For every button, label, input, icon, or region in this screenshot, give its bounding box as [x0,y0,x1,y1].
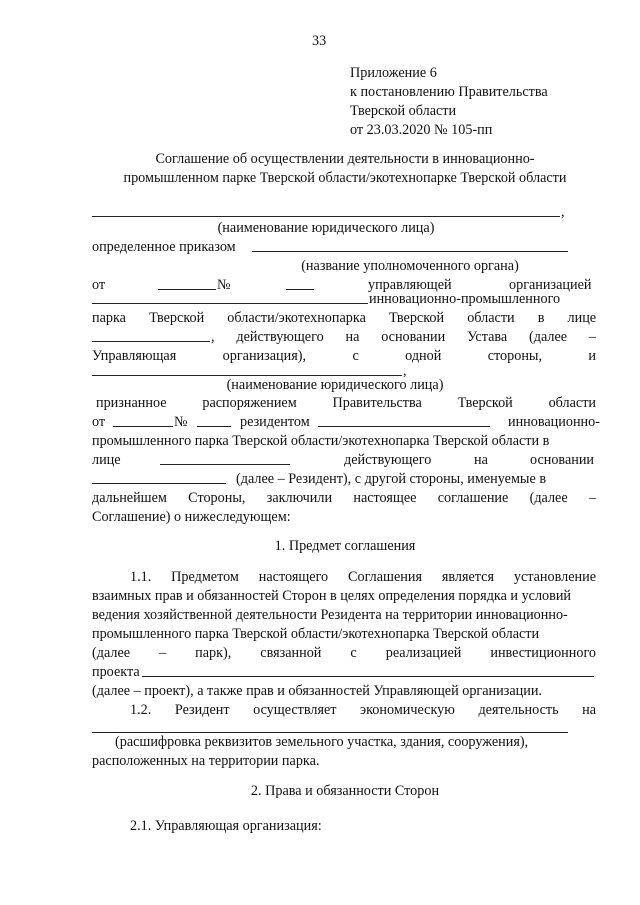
legal-entity-blank-1 [92,216,560,217]
p1-w4: Соглашения [348,569,422,585]
resident-from-label: от [92,414,106,430]
rec-w1: признанное [96,395,167,411]
item-2-1: 2.1. Управляющая организация: [130,818,322,834]
rec-w2: распоряжением [202,395,297,411]
p1-w1: 1.1. [130,569,152,585]
park-w4: Тверской [388,310,445,326]
park-w1: парка [92,310,126,326]
further-w7: – [588,490,597,506]
mgmt-w2: организация), [222,348,307,364]
project-blank [142,676,594,677]
p1-5-w4: связанной [260,645,322,661]
management-line [92,347,596,366]
rec-w5: области [548,395,597,411]
innovation-word: инновационно- [508,414,600,430]
organization-word: организацией [509,277,592,293]
p1-w6: установление [513,569,596,585]
p1-5-w1: (далее [92,645,131,661]
caption-legal-entity-1: (наименование юридического лица) [217,220,435,236]
order-date-blank [158,289,216,290]
park-w5: области [467,310,515,326]
mgmt-w1: Управляющая [92,348,177,364]
agreement-line: Соглашение) о нижеследующем: [92,509,291,525]
section1-heading: 1. Предмет соглашения [274,538,416,554]
acting-w5: Устава [467,329,508,345]
mgmt-w6: и [588,348,597,364]
rec-w4: Тверской [457,395,513,411]
rec-w3: Правительства [332,395,422,411]
order-number-blank [286,289,314,290]
acting-w4: основании [381,329,446,345]
resident-word: резидентом [240,414,310,430]
from-label: от [92,277,106,293]
comma-1: , [561,204,565,220]
number-sign: № [217,277,231,293]
p1-5-w7: инвестиционного [490,645,597,661]
acting-line [211,328,596,347]
mgmt-w5: стороны, [487,348,543,364]
caption-legal-entity-2: (наименование юридического лица) [226,377,444,393]
further-w6: (далее [529,490,568,506]
p2-caption: (расшифровка реквизитов земельного участка, здания, сооружения), [115,734,529,750]
park-full-line: промышленного парка Тверской области/экотехнопарка Тверской области в [92,433,550,449]
park-line [92,309,596,328]
acting-w2: действующего [236,329,324,345]
p1-line-3: ведения хозяйственной деятельности Резидента на территории инновационно- [92,607,568,623]
p1-5-w5: с [350,645,357,661]
further-w4: настоящее [353,490,417,506]
comma-2: , [403,363,407,379]
title-line-1: Соглашение об осуществлении деятельности в инновационно- [155,151,535,167]
acting-word: действующего [344,452,432,468]
authority-blank [252,251,568,252]
title-line-2: промышленном парке Тверской области/экотехнопарке Тверской области [123,170,567,186]
p2-w1: 1.2. [130,702,152,718]
p1-5-w2: – [159,645,167,661]
determined-by-order: определенное приказом [92,239,236,255]
acting-w7: – [588,329,596,345]
appendix-line-2: к постановлению Правительства [350,84,548,100]
p2-w4: экономическую [360,702,455,718]
p1-line-6: проекта [92,664,140,680]
p2-w5: деятельность [478,702,559,718]
further-line [92,489,596,508]
resident-number-sign: № [174,414,188,430]
park-w3: области/экотехнопарка [227,310,366,326]
recognized-line [96,394,596,413]
decree-number-blank [197,426,231,427]
park-name-blank [318,426,490,427]
p2-w2: Резидент [174,702,230,718]
p1-line-1 [130,568,596,587]
further-w3: заключили [266,490,333,506]
park-w2: Тверской [149,310,205,326]
p1-line-2: взаимных прав и обязанностей Сторон в целях определения порядка и условий [92,588,572,604]
further-w2: Стороны, [188,490,246,506]
resident-line: (далее – Резидент), с другой стороны, именуемые в [236,471,547,487]
p1-w2: Предметом [171,569,239,585]
basis-word: основании [530,452,595,468]
p2-w3: осуществляет [253,702,337,718]
further-w1: дальнейшем [92,490,167,506]
p1-line-5 [92,644,596,663]
p1-line-4: промышленного парка Тверской области/экотехнопарка Тверской области [92,626,540,642]
p2-w6: на [582,702,597,718]
p1-5-w6: реализацией [385,645,462,661]
org-name-blank [92,303,368,304]
page-number: 33 [312,33,327,49]
acting-w6: (далее [529,329,568,345]
basis-blank [92,483,226,484]
representative-blank-2 [160,464,290,465]
p1-w5: является [441,569,494,585]
section2-heading: 2. Права и обязанности Сторон [250,783,440,799]
mgmt-w4: одной [405,348,442,364]
appendix-line-3: Тверской области [350,103,457,119]
innovation-industrial: инновационно-промышленного [369,291,561,307]
caption-authority: (название уполномоченного органа) [301,258,519,274]
p1-w3: настоящего [258,569,329,585]
appendix-line-1: Приложение 6 [350,65,437,81]
park-w7: лице [567,310,597,326]
p1-line-7: (далее – проект), а также прав и обязанностей Управляющей организации. [92,683,542,699]
face-word: лице [92,452,121,468]
acting-w1: , [211,329,215,345]
representative-blank-1 [92,341,210,342]
park-w6: в [537,310,545,326]
managing-word: управляющей [368,277,452,293]
mgmt-w3: с [352,348,359,364]
decree-date-blank [113,426,173,427]
further-w5: соглашение [437,490,509,506]
p2-line-1 [130,701,596,720]
p1-5-w3: парк), [195,645,232,661]
appendix-line-4: от 23.03.2020 № 105-пп [350,122,493,138]
acting-w3: на [345,329,360,345]
p2-line-3: расположенных на территории парка. [92,753,320,769]
on-word: на [474,452,488,468]
